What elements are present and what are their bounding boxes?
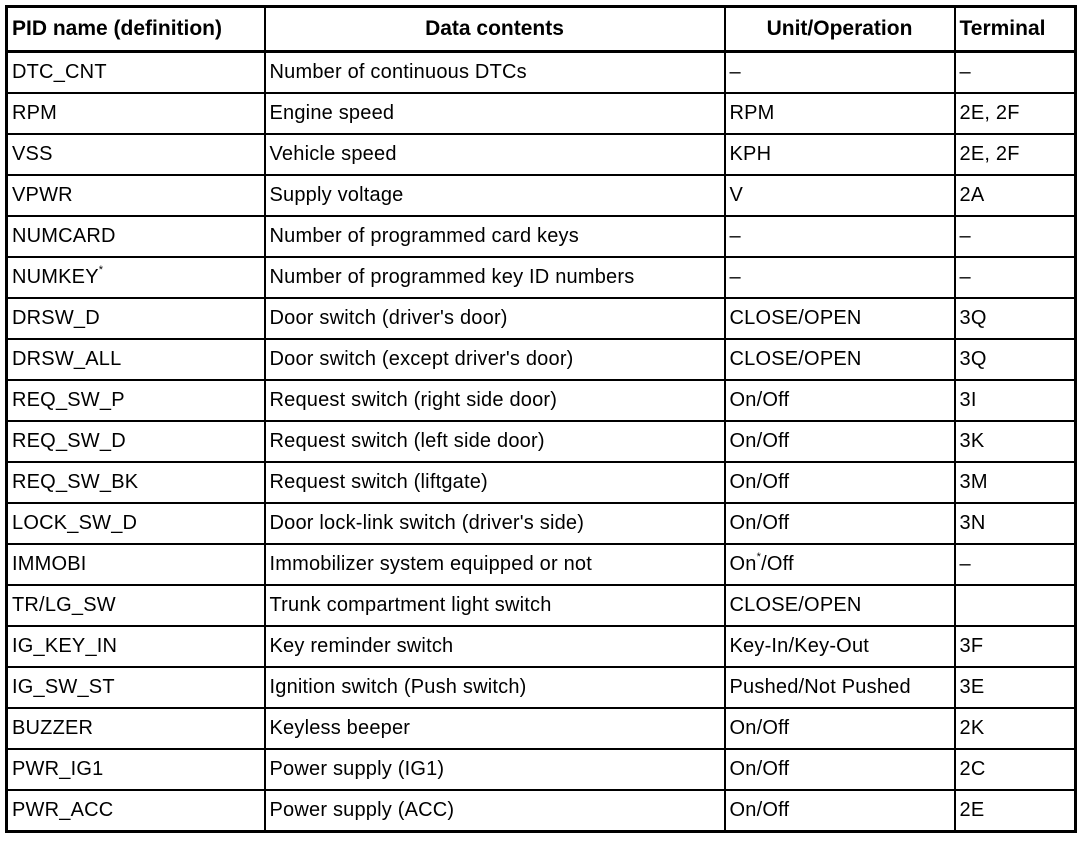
unit-operation-text: V <box>729 184 744 206</box>
terminal-text: – <box>959 225 971 247</box>
terminal-text: 3F <box>959 635 984 657</box>
cell-data-contents <box>265 257 725 298</box>
terminal-text: – <box>959 61 971 83</box>
table-row <box>7 52 1076 94</box>
pid-name-text: LOCK_SW_D <box>12 512 138 534</box>
data-contents-text: Number of programmed card keys <box>269 225 579 247</box>
cell-data-contents <box>265 134 725 175</box>
data-contents-text: Vehicle speed <box>269 143 397 165</box>
table-row <box>7 134 1076 175</box>
cell-pid-name <box>7 93 265 134</box>
cell-pid-name <box>7 339 265 380</box>
pid-name-text: DRSW_ALL <box>12 348 122 370</box>
cell-terminal <box>955 380 1076 421</box>
unit-operation-text: On/Off <box>729 471 790 493</box>
data-contents-text: Request switch (left side door) <box>269 430 545 452</box>
pid-name-text: VSS <box>12 143 53 165</box>
data-contents-text: Supply voltage <box>269 184 404 206</box>
cell-pid-name <box>7 544 265 585</box>
cell-unit-operation <box>725 626 955 667</box>
table-row <box>7 380 1076 421</box>
cell-data-contents <box>265 708 725 749</box>
pid-name-text: VPWR <box>12 184 73 206</box>
cell-unit-operation <box>725 790 955 832</box>
cell-pid-name <box>7 749 265 790</box>
pid-name-text: NUMCARD <box>12 225 116 247</box>
unit-operation-suffix: /Off <box>761 553 794 575</box>
footnote-marker: * <box>98 264 104 276</box>
unit-operation-text: – <box>729 61 741 83</box>
cell-data-contents <box>265 790 725 832</box>
table-header <box>7 7 1076 52</box>
table-row <box>7 462 1076 503</box>
cell-terminal <box>955 52 1076 94</box>
cell-data-contents <box>265 667 725 708</box>
table-row <box>7 298 1076 339</box>
table-row <box>7 585 1076 626</box>
cell-data-contents <box>265 175 725 216</box>
data-contents-text: Door lock-link switch (driver's side) <box>269 512 585 534</box>
unit-operation-text: On/Off <box>729 799 790 821</box>
cell-unit-operation <box>725 380 955 421</box>
unit-operation-text: KPH <box>729 143 772 165</box>
cell-data-contents <box>265 93 725 134</box>
cell-pid-name <box>7 503 265 544</box>
cell-pid-name <box>7 380 265 421</box>
data-contents-text: Request switch (right side door) <box>269 389 558 411</box>
cell-data-contents <box>265 626 725 667</box>
data-contents-text: Engine speed <box>269 102 395 124</box>
table-row <box>7 626 1076 667</box>
cell-pid-name <box>7 626 265 667</box>
pid-name-text: PWR_IG1 <box>12 758 104 780</box>
table-row <box>7 257 1076 298</box>
pid-name-text: REQ_SW_P <box>12 389 125 411</box>
cell-unit-operation <box>725 93 955 134</box>
cell-terminal <box>955 339 1076 380</box>
table-row <box>7 216 1076 257</box>
cell-data-contents <box>265 380 725 421</box>
pid-name-text: IMMOBI <box>12 553 87 575</box>
unit-operation-text: Key-In/Key-Out <box>729 635 870 657</box>
table-row <box>7 790 1076 832</box>
cell-data-contents <box>265 298 725 339</box>
cell-terminal <box>955 626 1076 667</box>
cell-unit-operation <box>725 421 955 462</box>
table-row <box>7 421 1076 462</box>
cell-pid-name <box>7 462 265 503</box>
cell-unit-operation <box>725 339 955 380</box>
cell-unit-operation <box>725 462 955 503</box>
data-contents-text: Power supply (IG1) <box>269 758 445 780</box>
cell-pid-name <box>7 298 265 339</box>
terminal-text: – <box>959 553 971 575</box>
pid-name-text: DTC_CNT <box>12 61 107 83</box>
unit-operation-text: RPM <box>729 102 775 124</box>
terminal-text: 2E <box>959 799 985 821</box>
data-contents-text: Door switch (driver's door) <box>269 307 508 329</box>
header-unit-operation: Unit/Operation <box>725 7 955 52</box>
table-row <box>7 339 1076 380</box>
cell-data-contents <box>265 544 725 585</box>
unit-operation-text: On/Off <box>729 512 790 534</box>
data-contents-text: Key reminder switch <box>269 635 454 657</box>
pid-name-text: RPM <box>12 102 58 124</box>
terminal-text: 2K <box>959 717 985 739</box>
terminal-text: 3N <box>959 512 986 534</box>
unit-operation-text: On/Off <box>729 717 790 739</box>
unit-operation-text: CLOSE/OPEN <box>729 594 862 616</box>
cell-data-contents <box>265 52 725 94</box>
table-row <box>7 749 1076 790</box>
cell-unit-operation <box>725 667 955 708</box>
cell-pid-name <box>7 421 265 462</box>
table-row <box>7 93 1076 134</box>
data-contents-text: Power supply (ACC) <box>269 799 455 821</box>
unit-operation-text: On/Off <box>729 389 790 411</box>
data-contents-text: Immobilizer system equipped or not <box>269 553 592 575</box>
cell-pid-name <box>7 667 265 708</box>
terminal-text: 2A <box>959 184 985 206</box>
terminal-text: 3E <box>959 676 985 698</box>
cell-terminal <box>955 790 1076 832</box>
cell-unit-operation <box>725 175 955 216</box>
terminal-text: – <box>959 266 971 288</box>
unit-operation-text: – <box>729 225 741 247</box>
cell-terminal <box>955 257 1076 298</box>
data-contents-text: Ignition switch (Push switch) <box>269 676 527 698</box>
header-row <box>7 7 1076 52</box>
table-row <box>7 708 1076 749</box>
pid-name-text: DRSW_D <box>12 307 100 329</box>
data-contents-text: Keyless beeper <box>269 717 411 739</box>
pid-name-text: REQ_SW_D <box>12 430 126 452</box>
unit-operation-text: – <box>729 266 741 288</box>
cell-pid-name <box>7 790 265 832</box>
terminal-text: 3K <box>959 430 985 452</box>
table-row <box>7 503 1076 544</box>
data-contents-text: Trunk compartment light switch <box>269 594 552 616</box>
unit-operation-text: CLOSE/OPEN <box>729 307 862 329</box>
cell-data-contents <box>265 421 725 462</box>
pid-name-text: PWR_ACC <box>12 799 114 821</box>
cell-unit-operation <box>725 749 955 790</box>
table-row <box>7 175 1076 216</box>
cell-terminal <box>955 708 1076 749</box>
cell-pid-name <box>7 585 265 626</box>
unit-operation-text: CLOSE/OPEN <box>729 348 862 370</box>
table-row <box>7 667 1076 708</box>
cell-terminal <box>955 175 1076 216</box>
data-contents-text: Number of continuous DTCs <box>269 61 527 83</box>
pid-table <box>5 5 1077 833</box>
header-terminal: Terminal <box>955 7 1076 52</box>
cell-unit-operation <box>725 52 955 94</box>
cell-unit-operation <box>725 134 955 175</box>
cell-unit-operation <box>725 216 955 257</box>
unit-operation-text: On <box>729 553 757 575</box>
cell-terminal <box>955 216 1076 257</box>
cell-unit-operation <box>725 503 955 544</box>
footnote-marker: * <box>756 551 762 563</box>
cell-data-contents <box>265 749 725 790</box>
cell-terminal <box>955 462 1076 503</box>
cell-unit-operation <box>725 544 955 585</box>
cell-data-contents <box>265 216 725 257</box>
terminal-text: 2E, 2F <box>959 102 1020 124</box>
pid-name-text: NUMKEY <box>12 266 99 288</box>
cell-terminal <box>955 667 1076 708</box>
cell-pid-name <box>7 257 265 298</box>
cell-terminal <box>955 503 1076 544</box>
cell-data-contents <box>265 339 725 380</box>
cell-unit-operation <box>725 298 955 339</box>
cell-terminal <box>955 421 1076 462</box>
data-contents-text: Door switch (except driver's door) <box>269 348 574 370</box>
terminal-text: 3Q <box>959 348 987 370</box>
cell-pid-name <box>7 134 265 175</box>
pid-name-text: REQ_SW_BK <box>12 471 139 493</box>
pid-name-text: BUZZER <box>12 717 94 739</box>
cell-pid-name <box>7 175 265 216</box>
cell-terminal <box>955 749 1076 790</box>
cell-terminal <box>955 134 1076 175</box>
terminal-text: 3I <box>959 389 977 411</box>
table-row <box>7 544 1076 585</box>
cell-data-contents <box>265 585 725 626</box>
pid-name-text: IG_KEY_IN <box>12 635 118 657</box>
cell-terminal <box>955 544 1076 585</box>
cell-unit-operation <box>725 257 955 298</box>
header-pid-name: PID name (definition) <box>7 7 265 52</box>
cell-data-contents <box>265 462 725 503</box>
cell-terminal <box>955 585 1076 626</box>
terminal-text: 2C <box>959 758 986 780</box>
cell-pid-name <box>7 708 265 749</box>
data-contents-text: Number of programmed key ID numbers <box>269 266 635 288</box>
pid-name-text: TR/LG_SW <box>12 594 116 616</box>
terminal-text: 2E, 2F <box>959 143 1020 165</box>
cell-pid-name <box>7 216 265 257</box>
terminal-text: 3Q <box>959 307 987 329</box>
cell-unit-operation <box>725 585 955 626</box>
header-data-contents: Data contents <box>265 7 725 52</box>
table-body <box>7 52 1076 832</box>
data-contents-text: Request switch (liftgate) <box>269 471 488 493</box>
cell-data-contents <box>265 503 725 544</box>
unit-operation-text: Pushed/Not Pushed <box>729 676 911 698</box>
unit-operation-text: On/Off <box>729 430 790 452</box>
pid-name-text: IG_SW_ST <box>12 676 115 698</box>
terminal-text: 3M <box>959 471 988 493</box>
unit-operation-text: On/Off <box>729 758 790 780</box>
cell-unit-operation <box>725 708 955 749</box>
cell-terminal <box>955 298 1076 339</box>
cell-terminal <box>955 93 1076 134</box>
cell-pid-name <box>7 52 265 94</box>
